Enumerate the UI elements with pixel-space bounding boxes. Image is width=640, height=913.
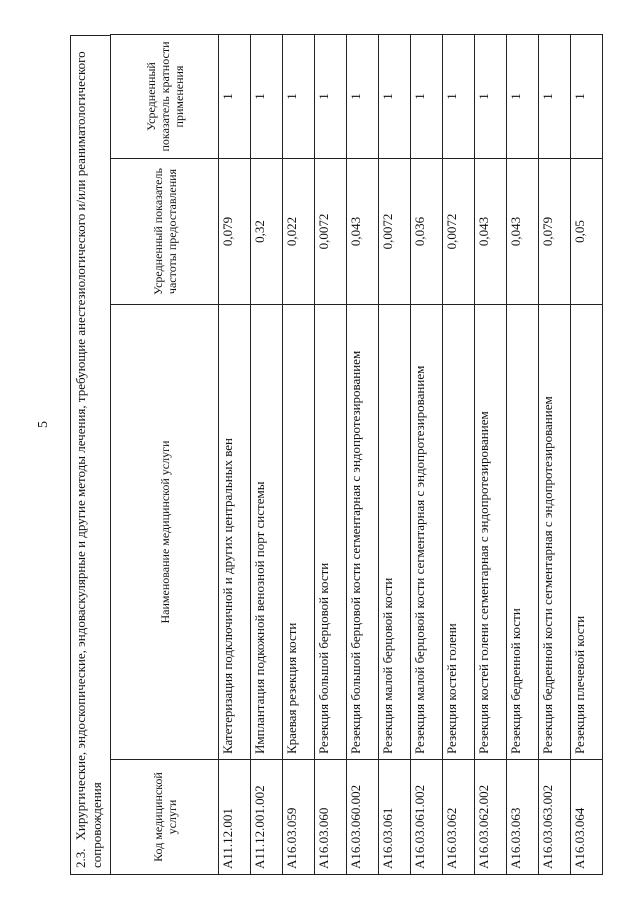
cell-frequency: 0,043 [347, 159, 379, 305]
cell-multiplicity: 1 [251, 35, 283, 159]
cell-frequency: 0,079 [219, 159, 251, 305]
table-row [443, 35, 475, 875]
cell-multiplicity: 1 [283, 35, 315, 159]
cell-name: Резекция большой берцовой кости [315, 305, 347, 760]
table-row [283, 35, 315, 875]
cell-frequency: 0,043 [507, 159, 539, 305]
cell-name: Катетеризация подключичной и других центральных вен [219, 305, 251, 760]
cell-code: A16.03.062.002 [475, 760, 507, 875]
table-row [411, 35, 443, 875]
cell-multiplicity: 1 [475, 35, 507, 159]
table-row [219, 35, 251, 875]
cell-multiplicity: 1 [539, 35, 571, 159]
cell-code: A16.03.060.002 [347, 760, 379, 875]
cell-multiplicity: 1 [411, 35, 443, 159]
cell-frequency: 0,022 [283, 159, 315, 305]
cell-code: A16.03.064 [571, 760, 603, 875]
header-name: Наименование медицинской услуги [111, 305, 219, 760]
header-frequency: Усредненный показатель частоты предоставления [111, 159, 219, 305]
table-row [475, 35, 507, 875]
cell-name: Резекция большой берцовой кости сегментарная с эндопротезированием [347, 305, 379, 760]
cell-code: A16.03.063 [507, 760, 539, 875]
cell-multiplicity: 1 [315, 35, 347, 159]
cell-multiplicity: 1 [507, 35, 539, 159]
header-code: Код медицинской услуги [111, 760, 219, 875]
cell-name: Краевая резекция кости [283, 305, 315, 760]
cell-frequency: 0,079 [539, 159, 571, 305]
cell-name: Резекция бедренной кости [507, 305, 539, 760]
cell-name: Резекция малой берцовой кости [379, 305, 411, 760]
cell-code: A16.03.061 [379, 760, 411, 875]
cell-multiplicity: 1 [571, 35, 603, 159]
cell-multiplicity: 1 [443, 35, 475, 159]
cell-frequency: 0,0072 [379, 159, 411, 305]
section-number: 2.3. [73, 848, 88, 868]
services-table [110, 34, 603, 875]
cell-frequency: 0,0072 [315, 159, 347, 305]
cell-code: A11.12.001 [219, 760, 251, 875]
cell-multiplicity: 1 [379, 35, 411, 159]
cell-name: Резекция костей голени сегментарная с эндопротезированием [475, 305, 507, 760]
cell-code: A16.03.061.002 [411, 760, 443, 875]
section-heading [70, 35, 110, 875]
cell-frequency: 0,05 [571, 159, 603, 305]
cell-multiplicity: 1 [219, 35, 251, 159]
cell-name: Резекция бедренной кости сегментарная с эндопротезированием [539, 305, 571, 760]
cell-code: A16.03.063.002 [539, 760, 571, 875]
cell-name: Резекция плечевой кости [571, 305, 603, 760]
cell-frequency: 0,32 [251, 159, 283, 305]
table-row [347, 35, 379, 875]
table-row [507, 35, 539, 875]
section-title: Хирургические, эндоскопические, эндоваскулярные и другие методы лечения, требующие анестезиологического и/или реаниматологического сопровождения [73, 51, 104, 868]
table-row [539, 35, 571, 875]
cell-frequency: 0,0072 [443, 159, 475, 305]
cell-name: Резекция малой берцовой кости сегментарная с эндопротезированием [411, 305, 443, 760]
table-row [315, 35, 347, 875]
rotated-page-content [70, 35, 607, 875]
table-row [571, 35, 603, 875]
cell-code: A11.12.001.002 [251, 760, 283, 875]
table-header-row [111, 35, 219, 875]
table-row [251, 35, 283, 875]
cell-frequency: 0,036 [411, 159, 443, 305]
page-number: 5 [36, 421, 51, 428]
cell-code: A16.03.062 [443, 760, 475, 875]
header-multiplicity: Усредненный показатель кратности применения [111, 35, 219, 159]
cell-code: A16.03.059 [283, 760, 315, 875]
cell-code: A16.03.060 [315, 760, 347, 875]
table-row [379, 35, 411, 875]
cell-multiplicity: 1 [347, 35, 379, 159]
cell-frequency: 0,043 [475, 159, 507, 305]
cell-name: Имплантация подкожной венозной порт системы [251, 305, 283, 760]
cell-name: Резекция костей голени [443, 305, 475, 760]
